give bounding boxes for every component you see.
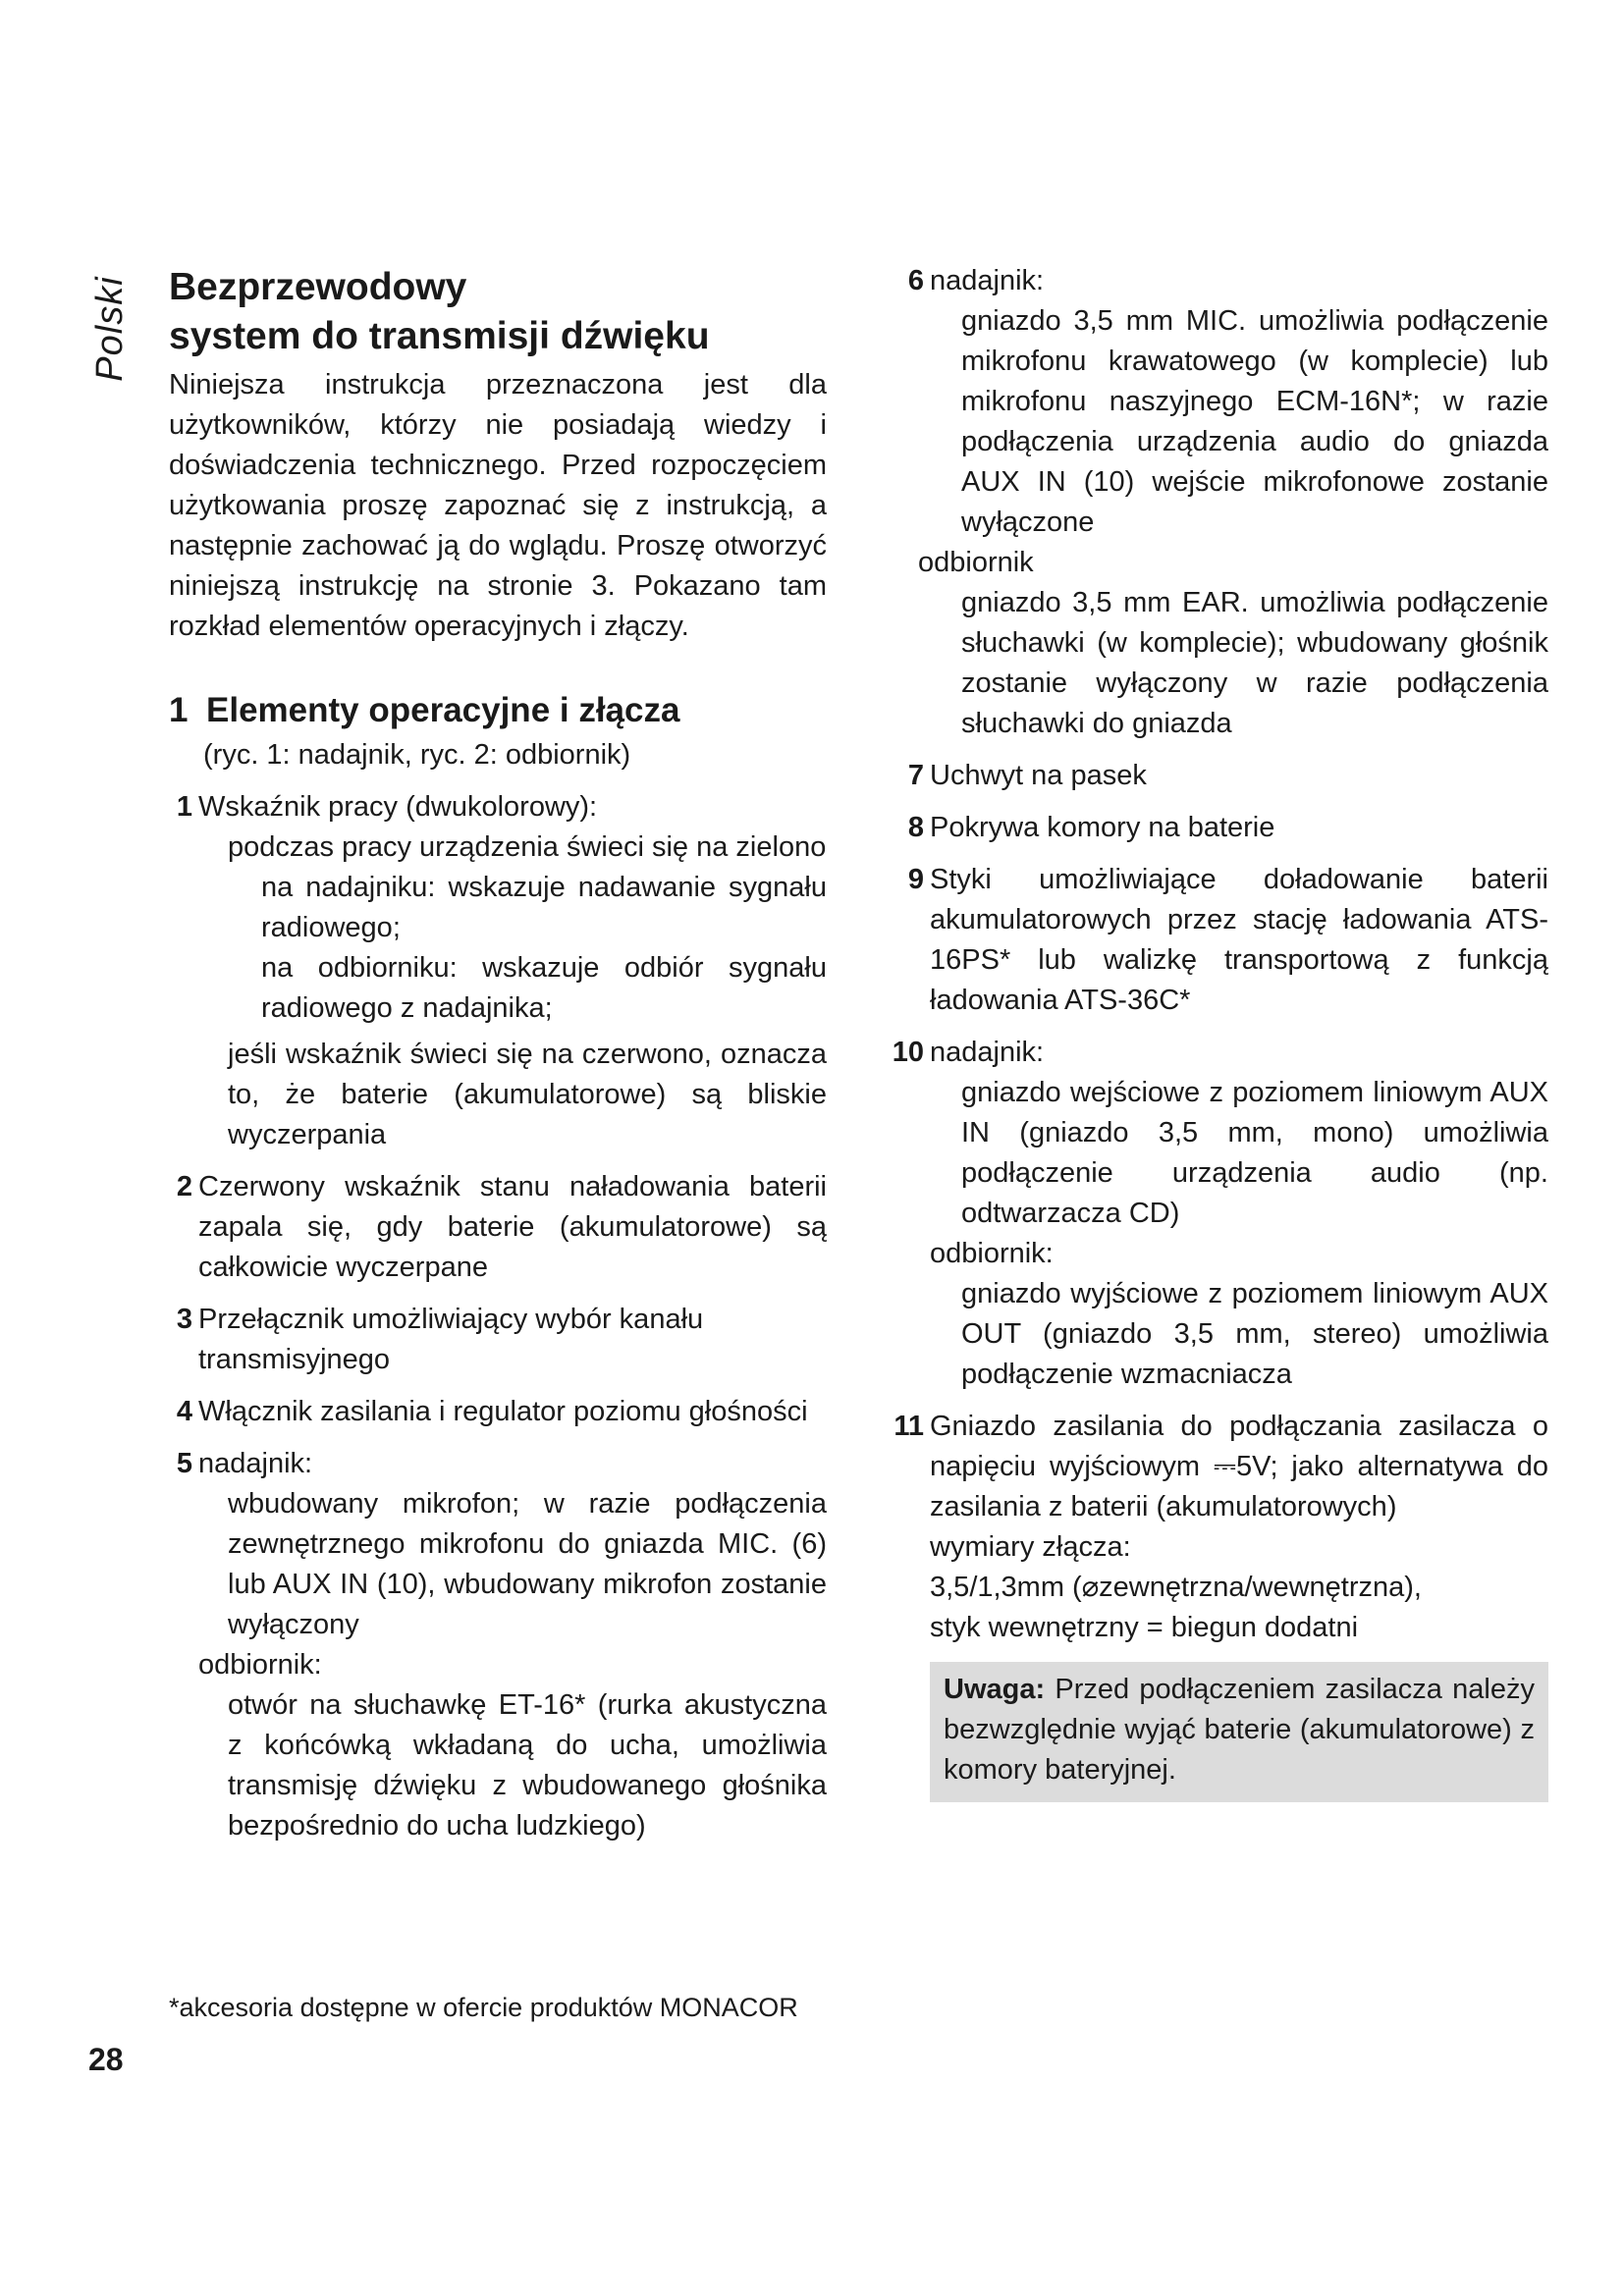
intro-paragraph: Niniejsza instrukcja przeznaczona jest dla użytkowników, którzy nie posiadają wiedzy i doświadczenia technicznego. Przed rozpoczęciem użytkowania proszę zapoznać się z instrukcją, a następnie zachować ją do wglądu. Proszę otworzyć niniejszą instrukcję na stronie 3. Pokazano tam rozkład elementów operacyjnych i złączy.	[169, 369, 827, 642]
list-item-11	[889, 1407, 1548, 1648]
item-11-dims-label: wymiary złącza:	[930, 1531, 1131, 1563]
item-1-title: Wskaźnik pracy (dwukolorowy):	[198, 791, 598, 823]
item-6-tx-label: nadajnik:	[930, 265, 1045, 296]
list-item-5	[169, 1444, 827, 1846]
item-1-green-rx: na odbiorniku: wskazuje odbiór sygnału radiowego z nadajnika;	[261, 952, 827, 1024]
item-number: 9	[907, 864, 924, 895]
language-label: Polski	[88, 276, 131, 382]
list-item-7	[889, 756, 1548, 796]
item-10-rx-label: odbiornik:	[930, 1238, 1054, 1269]
item-1-red: jeśli wskaźnik świeci się na czerwono, oznacza to, że baterie (akumulatorowe) są bliskie wyczerpania	[228, 1039, 827, 1150]
item-10-tx-label: nadajnik:	[930, 1037, 1045, 1068]
item-3-text: Przełącznik umożliwiający wybór kanału transmisyjnego	[198, 1304, 704, 1375]
item-number: 6	[907, 265, 924, 296]
item-1-green: podczas pracy urządzenia świeci się na zielono	[228, 831, 827, 863]
item-10-rx-text: gniazdo wyjściowe z poziomem liniowym AUX OUT (gniazdo 3,5 mm, stereo) umożliwia podłączenie wzmacniacza	[961, 1278, 1548, 1390]
section-heading	[169, 688, 827, 733]
item-number: 1	[176, 791, 192, 823]
right-column	[889, 261, 1548, 1802]
item-4-text: Włącznik zasilania i regulator poziomu głośności	[198, 1396, 808, 1427]
list-item-2	[169, 1167, 827, 1288]
item-number: 3	[176, 1304, 192, 1335]
item-2-text: Czerwony wskaźnik stanu naładowania baterii zapala się, gdy baterie (akumulatorowe) są całkowicie wyczerpane	[198, 1171, 827, 1283]
section-title: Elementy operacyjne i złącza	[206, 691, 680, 729]
item-5-rx-label: odbiornik:	[198, 1649, 322, 1681]
list-item-1	[169, 787, 827, 1155]
item-number: 5	[176, 1448, 192, 1479]
list-item-3	[169, 1300, 827, 1380]
item-number: 10	[892, 1037, 924, 1068]
item-1-green-tx: na nadajniku: wskazuje nadawanie sygnału radiowego;	[261, 872, 827, 943]
list-item-6	[889, 261, 1548, 744]
item-number: 11	[893, 1411, 924, 1442]
item-8-text: Pokrywa komory na baterie	[930, 812, 1275, 843]
list-item-8	[889, 808, 1548, 848]
page-number: 28	[88, 2042, 124, 2077]
item-11-polarity: styk wewnętrzny = biegun dodatni	[930, 1612, 1359, 1643]
note-label: Uwaga:	[944, 1674, 1046, 1705]
item-number: 4	[176, 1396, 192, 1427]
item-5-tx-text: wbudowany mikrofon; w razie podłączenia zewnętrznego mikrofonu do gniazda MIC. (6) lub AUX IN (10), wbudowany mikrofon zostanie wyłączony	[228, 1488, 827, 1640]
section-number: 1	[169, 691, 189, 729]
item-10-tx-text: gniazdo wejściowe z poziomem liniowym AUX IN (gniazdo 3,5 mm, mono) umożliwia podłączenie urządzenia audio (np. odtwarzacza CD)	[961, 1077, 1548, 1229]
item-6-rx-text: gniazdo 3,5 mm EAR. umożliwia podłączenie słuchawki (w komplecie); wbudowany głośnik zostanie wyłączony w razie podłączenia słuchawki do gniazda	[961, 587, 1548, 739]
item-6-tx-text: gniazdo 3,5 mm MIC. umożliwia podłączenie mikrofonu krawatowego (w komplecie) lub mikrofonu naszyjnego ECM-16N*; w razie podłączenia urządzenia audio do gniazda AUX IN (10) wejście mikrofonowe zostanie wyłączone	[961, 305, 1548, 538]
section-subtitle: (ryc. 1: nadajnik, ryc. 2: odbiornik)	[203, 739, 631, 771]
item-11-dims-value: 3,5/1,3mm (⌀zewnętrzna/wewnętrzna),	[930, 1572, 1422, 1603]
warning-note	[930, 1662, 1548, 1802]
title-line-2: system do transmisji dźwięku	[169, 315, 710, 357]
page-title	[169, 263, 827, 361]
left-column	[169, 263, 827, 1846]
list-item-4	[169, 1392, 827, 1432]
list-item-9	[889, 860, 1548, 1021]
item-6-rx-label: odbiornik	[918, 547, 1034, 578]
item-5-tx-label: nadajnik:	[198, 1448, 313, 1479]
list-item-10	[889, 1033, 1548, 1395]
title-line-1: Bezprzewodowy	[169, 266, 467, 308]
note-text: Przed podłączeniem zasilacza należy bezwzględnie wyjąć baterie (akumulatorowe) z komory bateryjnej.	[944, 1674, 1535, 1786]
item-number: 7	[907, 760, 924, 791]
item-5-rx-text: otwór na słuchawkę ET-16* (rurka akustyczna z końcówką wkładaną do ucha, umożliwia transmisję dźwięku z wbudowanego głośnika bezpośrednio do ucha ludzkiego)	[228, 1689, 827, 1842]
item-7-text: Uchwyt na pasek	[930, 760, 1147, 791]
footnote: *akcesoria dostępne w ofercie produktów MONACOR	[169, 1993, 798, 2022]
item-9-text: Styki umożliwiające doładowanie baterii akumulatorowych przez stację ładowania ATS-16PS* lub walizkę transportową z funkcją ładowania ATS-36C*	[930, 864, 1548, 1016]
item-number: 2	[176, 1171, 192, 1202]
item-number: 8	[907, 812, 924, 843]
item-11-text: Gniazdo zasilania do podłączania zasilacza o napięciu wyjściowym ⎓5V; jako alternatywa do zasilania z baterii (akumulatorowych)	[930, 1411, 1548, 1522]
